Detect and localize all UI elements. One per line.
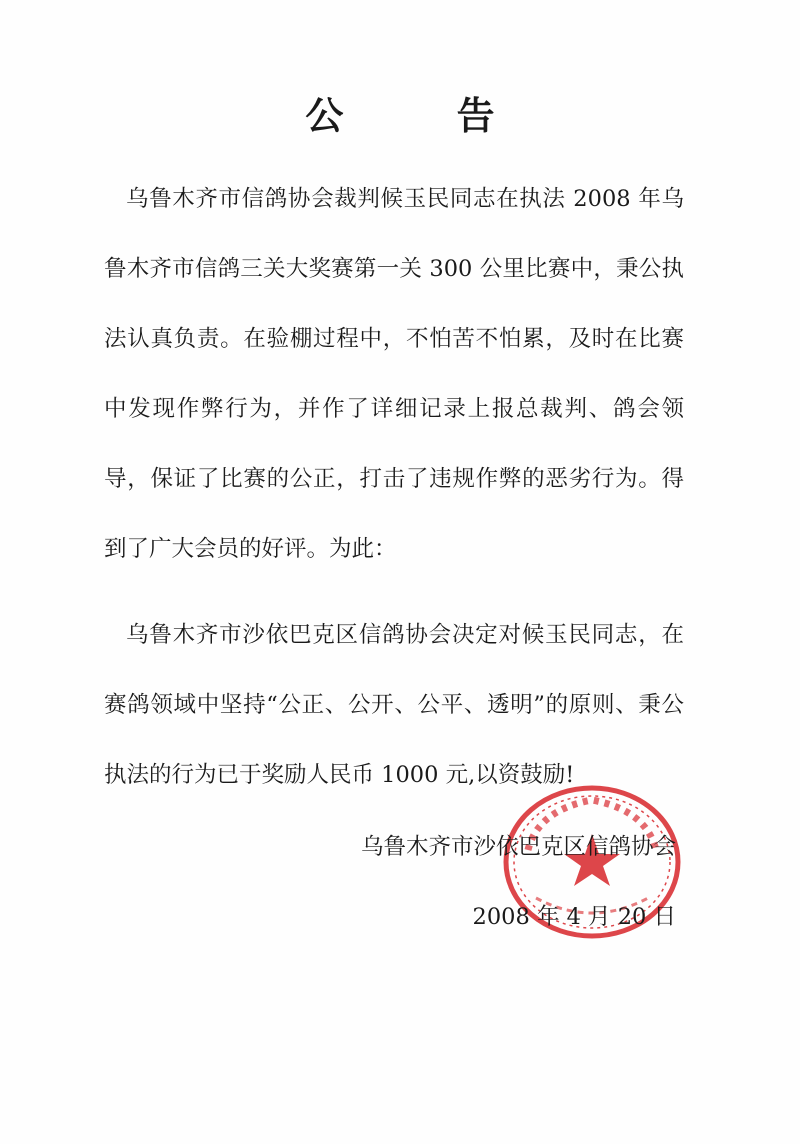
- body-paragraph-2: 乌鲁木齐市沙依巴克区信鸽协会决定对候玉民同志，在赛鸽领域中坚持“公正、公开、公平、透明”的原则、秉公执法的行为已于奖励人民币 1000 元,以资鼓励!: [104, 622, 684, 788]
- signature-organization: 乌鲁木齐市沙依巴克区信鸽协会: [360, 834, 676, 860]
- signature-date: 2008 年 4 月 20 日: [472, 904, 676, 930]
- document-title: 公 告: [305, 93, 545, 138]
- body-paragraph-1: 乌鲁木齐市信鸽协会裁判候玉民同志在执法 2008 年乌鲁木齐市信鸽三关大奖赛第一关 300 公里比赛中，秉公执法认真负责。在验棚过程中，不怕苦不怕累，及时在比赛中发现作弊行为，并作了详细记录上报总裁判、鸽会领导，保证了比赛的公正，打击了违规作弊的恶劣行为。得到了广大会员的好评。为此：: [104, 186, 684, 562]
